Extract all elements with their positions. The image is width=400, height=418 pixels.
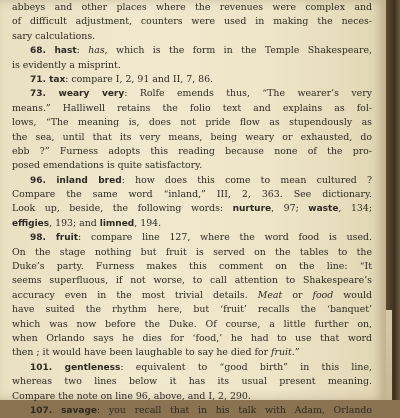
text-line: [12, 289, 372, 303]
text-segment: Compare the note on line 96, above, and I, 2, 290.: [12, 390, 251, 402]
line-number: 96.: [30, 175, 57, 186]
text-segment: Compare the same word “inland,” III, 2, 363. See dictionary.: [12, 189, 372, 201]
text-segment: have suited the rhythm here, but ‘fruit’ recalls the ‘banquet’: [12, 304, 372, 316]
text-line: [12, 59, 372, 73]
text-segment: when Orlando says he dies for ‘food,’ he had to use that word: [12, 332, 372, 344]
text-segment: : you recall that in his talk with Adam, Orlando: [97, 404, 372, 416]
text-segment: would: [333, 289, 372, 301]
line-number: 68.: [30, 46, 55, 57]
text-line: [12, 174, 372, 188]
text-segment: , 134;: [338, 203, 372, 215]
text-line: [12, 44, 372, 58]
text-segment: , 193; and: [49, 217, 100, 229]
text-line: [12, 260, 372, 274]
text-segment: the sea, until that its very means, being weary or exhausted, do: [12, 131, 372, 143]
italic-text: food: [312, 289, 334, 301]
text-line: [12, 346, 372, 360]
glossary-term: limned: [99, 218, 135, 229]
glossary-term: savage: [61, 405, 97, 416]
text-segment: which was now before the Duke. Of course, a little further on,: [12, 318, 372, 330]
text-line: [12, 145, 372, 159]
line-number: 98.: [30, 233, 56, 244]
text-line: [12, 246, 372, 260]
text-line: [12, 102, 372, 116]
text-segment: , which is the form in the Temple Shakespeare,: [104, 45, 372, 57]
text-line: [12, 202, 372, 216]
text-line: [12, 159, 372, 173]
text-segment: abbeys and other places where the revenues were complex and: [12, 2, 372, 13]
text-segment: sary calculations.: [12, 30, 96, 42]
text-line: [12, 116, 372, 130]
text-segment: posed emendations is quite satisfactory.: [12, 160, 203, 172]
text-line: [12, 332, 372, 346]
glossary-term: gentleness: [64, 362, 121, 373]
text-segment: : compare line 127, where the word food is used.: [78, 232, 373, 244]
text-line: [12, 73, 372, 87]
glossary-term: fruit: [55, 233, 79, 244]
glossary-term: waste: [308, 204, 339, 215]
text-segment: lows, “The meaning is, does not pride flow as stupendously as: [12, 117, 372, 129]
glossary-term: hast: [54, 46, 77, 57]
line-number: 71.: [30, 74, 50, 85]
text-line: [12, 231, 372, 245]
text-segment: : compare I, 2, 91 and II, 7, 86.: [65, 73, 214, 85]
text-line: [12, 217, 372, 231]
text-segment: is evidently a misprint.: [12, 59, 121, 71]
text-line: [12, 375, 372, 389]
glossary-term: tax: [49, 74, 66, 85]
text-segment: ebb ?” Furness adopts this reading because none of the pro-: [12, 145, 372, 157]
text-segment: Duke’s party. Furness makes this comment on the line: “It: [12, 261, 372, 273]
text-segment: : equivalent to “good birth” in this line,: [120, 361, 372, 373]
text-segment: , 194.: [134, 217, 162, 229]
text-segment: or: [282, 289, 313, 301]
line-number: 73.: [30, 89, 59, 100]
text-segment: accuracy even in the most trivial details.: [12, 289, 258, 301]
line-number: 101.: [30, 362, 65, 373]
text-line: [12, 404, 372, 418]
text-segment: :: [76, 45, 89, 57]
text-line: [12, 30, 372, 44]
italic-text: has: [88, 45, 105, 57]
glossary-term: weary very: [58, 89, 125, 100]
text-segment: On the stage nothing but fruit is served on the tables to the: [12, 246, 372, 258]
glossary-term: inland bred: [56, 175, 122, 186]
text-segment: , 97;: [271, 203, 309, 215]
text-segment: .”: [291, 347, 300, 359]
glossary-term: effigies: [12, 218, 50, 229]
glossary-term: nurture: [232, 204, 272, 215]
text-line: [12, 87, 372, 101]
text-segment: : Rolfe emends thus, “The wearer’s very: [124, 88, 372, 100]
text-line: [12, 131, 372, 145]
italic-text: fruit: [271, 347, 292, 359]
line-number: 107.: [30, 405, 62, 416]
italic-text: Meat: [257, 289, 283, 301]
text-segment: of difficult adjustment, counters were used in making the neces-: [12, 16, 372, 28]
text-line: [12, 390, 372, 404]
text-segment: whereas two lines below it has its usual present meaning.: [12, 376, 372, 388]
text-line: [12, 318, 372, 332]
text-line: [12, 361, 372, 375]
text-line: [12, 303, 372, 317]
text-line: [12, 15, 372, 29]
text-segment: then ; it would have been laughable to say he died for: [12, 347, 272, 359]
text-segment: means.” Halliwell retains the folio text and explains as fol-: [12, 102, 372, 114]
notes-text-block: [12, 1, 372, 418]
text-segment: : how does this come to mean cultured ?: [121, 174, 373, 186]
text-line: [12, 1, 372, 15]
text-segment: seems superfluous, if not worse, to call attention to Shakespeare’s: [12, 275, 372, 287]
text-line: [12, 188, 372, 202]
text-line: [12, 274, 372, 288]
text-segment: Look up, beside, the following words:: [12, 203, 233, 215]
